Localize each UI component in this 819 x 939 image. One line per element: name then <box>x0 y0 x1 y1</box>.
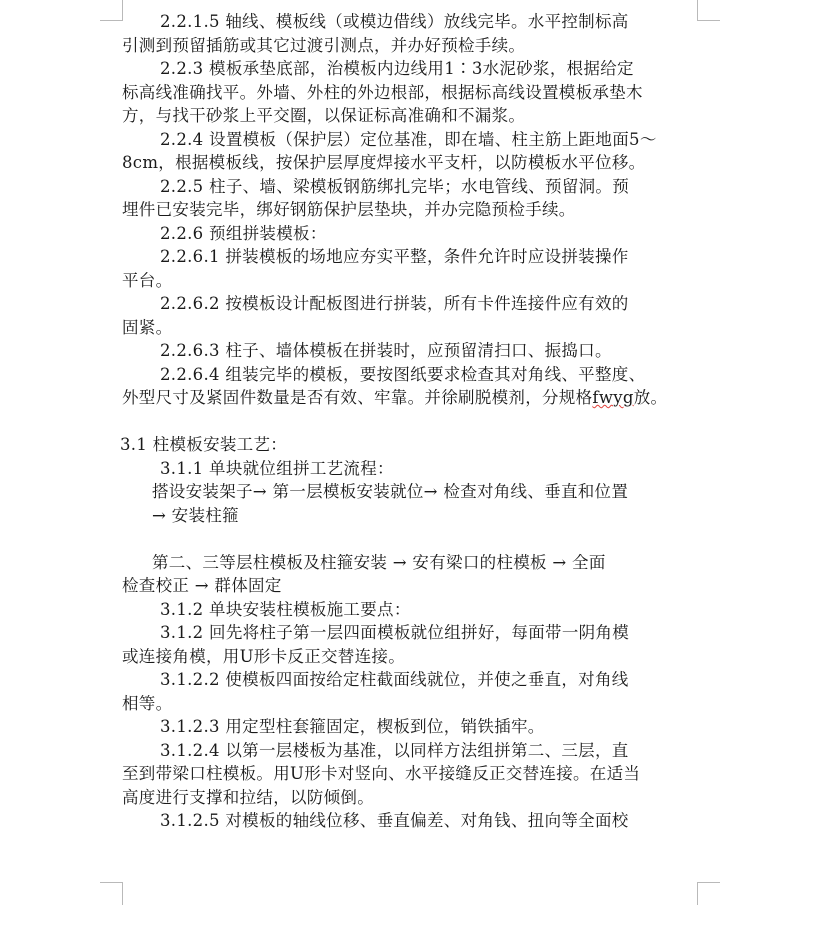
line-text: 外型尺寸及紧固件数量是否有效、牢靠。并徐刷脱模剂，分规格 <box>122 388 593 407</box>
margin-corner-top-right <box>697 0 720 21</box>
paragraph-line: 标高线准确找平。外墙、外柱的外边根部，根据标高线设置模板承垫木 <box>122 82 643 102</box>
subsection-heading: 3.1.2 单块安装柱模板施工要点： <box>160 599 411 619</box>
paragraph-line: 3.1.2 回先将柱子第一层四面模板就位组拼好，每面带一阴角模 <box>160 623 630 642</box>
paragraph-line: 3.1.2.5 对模板的轴线位移、垂直偏差、对角钱、扭向等全面校 <box>160 811 629 830</box>
paragraph-line: 2.2.6.2 按模板设计配板图进行拼装，所有卡件连接件应有效的 <box>160 294 629 313</box>
paragraph-line: 埋件已安装完毕，绑好钢筋保护层垫块，并办完隐预检手续。 <box>122 200 576 219</box>
paragraph-line: 或连接角模，用U形卡反正交替连接。 <box>122 646 406 666</box>
paragraph-line: 方，与找干砂浆上平交圈，以保证标高准确和不漏浆。 <box>122 106 526 125</box>
paragraph-line: 高度进行支撑和拉结，以防倾倒。 <box>122 787 374 807</box>
paragraph-line: 平台。 <box>122 270 173 290</box>
paragraph-line: 引测到预留插筋或其它过渡引测点，并办好预检手续。 <box>122 35 526 55</box>
paragraph-line: 2.2.5 柱子、墙、梁模板钢筋绑扎完毕；水电管线、预留洞。预 <box>160 176 630 196</box>
paragraph-line: 2.2.6.3 柱子、墙体模板在拼装时，应预留清扫口、振捣口。 <box>160 341 612 360</box>
spellcheck-flagged-word[interactable]: fwyg <box>592 388 634 407</box>
margin-corner-top-left <box>100 0 123 21</box>
line-text-tail: 放。 <box>633 388 668 407</box>
paragraph-line: 2.2.3 模板承垫底部，治模板内边线用1∶3水泥砂浆，根据给定 <box>160 59 634 78</box>
paragraph-line: 2.2.4 设置模板（保护层）定位基准，即在墙、柱主筋上距地面5～ <box>160 129 657 149</box>
margin-corner-bottom-left <box>100 882 123 905</box>
paragraph-line: 8cm，根据模板线，按保护层厚度焊接水平支杆，以防模板水平位移。 <box>122 153 646 172</box>
paragraph-line: 3.1.2.3 用定型柱套箍固定，楔板到位，销铁插牢。 <box>160 717 545 736</box>
flow-line: 搭设安装架子→ 第一层模板安装就位→ 检查对角线、垂直和位置 <box>152 482 629 501</box>
paragraph-line: 2.2.1.5 轴线、模板线（或模边借线）放线完毕。水平控制标高 <box>160 12 629 31</box>
flow-line: 第二、三等层柱模板及柱箍安装 → 安有梁口的柱模板 → 全面 <box>152 552 606 572</box>
margin-corner-bottom-right <box>697 882 720 905</box>
paragraph-line: 至到带梁口柱模板。用U形卡对竖向、水平接缝反正交替连接。在适当 <box>122 764 641 783</box>
paragraph-line: 3.1.2.4 以第一层楼板为基准，以同样方法组拼第二、三层，直 <box>160 740 629 760</box>
document-body[interactable] <box>122 10 700 833</box>
paragraph-line: 2.2.6.1 拼装模板的场地应夯实平整，条件允许时应设拼装操作 <box>160 247 629 266</box>
subsection-heading: 3.1.1 单块就位组拼工艺流程： <box>160 458 394 478</box>
blank-line <box>122 410 700 434</box>
flow-line: → 安装柱箍 <box>152 505 239 525</box>
paragraph-line: 相等。 <box>122 693 173 713</box>
flow-line: 检查校正 → 群体固定 <box>122 576 282 595</box>
paragraph-line: 2.2.6.4 组装完毕的模板，要按图纸要求检查其对角线、平整度、 <box>160 364 646 384</box>
paragraph-line: 2.2.6 预组拼装模板： <box>160 223 327 243</box>
paragraph-line-with-spellcheck <box>122 386 700 410</box>
blank-line <box>122 527 700 551</box>
paragraph-line: 3.1.2.2 使模板四面按给定柱截面线就位，并使之垂直，对角线 <box>160 670 629 689</box>
paragraph-line: 固紧。 <box>122 317 173 337</box>
section-heading: 3.1 柱模板安装工艺： <box>120 435 288 454</box>
